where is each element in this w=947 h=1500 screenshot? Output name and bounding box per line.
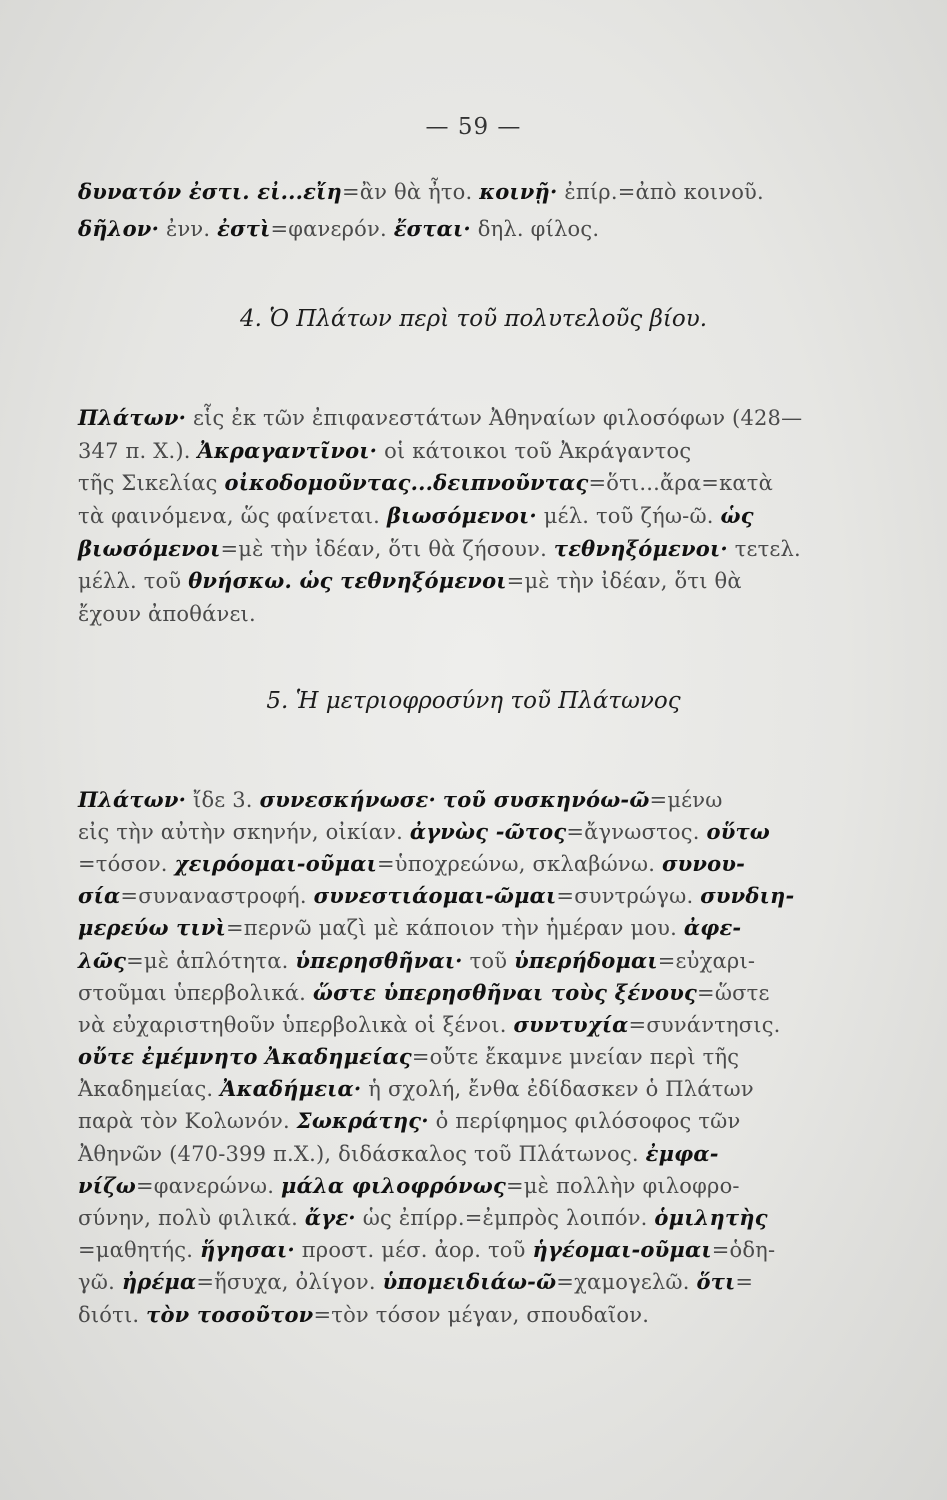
section-5-line — [78, 947, 878, 975]
headword: θνήσκω. ὡς τεθνηξόμενοι — [188, 568, 507, 593]
gloss-text: =ὥστε — [697, 981, 770, 1005]
section-5-line — [78, 1301, 878, 1329]
section-5-line — [78, 1236, 878, 1264]
gloss-text: ἐνν. — [159, 217, 218, 241]
gloss-text: τοῦ — [462, 949, 515, 973]
section-5-line — [78, 914, 878, 942]
gloss-text: =μὲ ἁπλότητα. — [126, 949, 296, 973]
headword: μερεύω τινὶ — [78, 915, 226, 940]
headword: δῆλον· — [78, 216, 160, 241]
headword: συνου- — [661, 851, 746, 876]
gloss-text: Ἀθηνῶν (470-399 π.Χ.), διδάσκαλος τοῦ Πλάτωνος. — [78, 1142, 646, 1166]
gloss-text: οἱ κάτοικοι τοῦ Ἀκράγαντος — [377, 439, 692, 463]
headword: ὅτι — [696, 1269, 736, 1294]
gloss-text: προστ. μέσ. ἀορ. τοῦ — [294, 1238, 533, 1262]
gloss-text: τῆς Σικελίας — [78, 471, 225, 495]
gloss-text: =ἄγνωστος. — [566, 820, 707, 844]
gloss-text: ἡ σχολή, ἔνθα ἐδίδασκεν ὁ Πλάτων — [361, 1077, 754, 1101]
headword: χειρόομαι-οῦμαι — [174, 851, 377, 876]
gloss-text: =ὅτι...ἄρα=κατὰ — [588, 471, 773, 495]
gloss-text: =ἥσυχα, ὀλίγον. — [196, 1270, 383, 1294]
headword: συνεστιάομαι-ῶμαι — [313, 883, 557, 908]
section-4-line — [78, 502, 878, 530]
gloss-text: ὁ περίφημος φιλόσοφος τῶν — [428, 1109, 741, 1133]
gloss-text: μέλ. τοῦ ζήω-ῶ. — [536, 504, 721, 528]
headword: ἡγέομαι-οῦμαι — [532, 1237, 712, 1262]
headword: βιωσόμενοι — [78, 536, 221, 561]
page-number: — 59 — — [425, 114, 522, 140]
headword: λῶς — [78, 948, 127, 973]
headword: μάλα φιλοφρόνως — [281, 1173, 506, 1198]
section-5-line — [78, 979, 878, 1007]
gloss-text: εἷς ἐκ τῶν ἐπιφανεστάτων Ἀθηναίων φιλοσόφων (428— — [186, 406, 803, 430]
gloss-text: τετελ. — [727, 537, 801, 561]
headword: Πλάτων· — [78, 405, 187, 430]
section-5-line — [78, 1107, 878, 1135]
section-5-title: 5. Ἡ μετριοφροσύνη τοῦ Πλάτωνος — [266, 688, 681, 714]
gloss-text: γῶ. — [78, 1270, 122, 1294]
section-5-line — [78, 818, 878, 846]
headword: ἐμφα- — [645, 1141, 719, 1166]
section-5-line — [78, 1172, 878, 1200]
intro-line — [78, 178, 878, 206]
gloss-text: σύνην, πολὺ φιλικά. — [78, 1206, 305, 1230]
gloss-text: =μένω — [649, 788, 723, 812]
headword: ὡς — [720, 503, 754, 528]
headword: ὁμιλητὴς — [654, 1205, 768, 1230]
gloss-text: ἔχουν ἀποθάνει. — [78, 602, 256, 626]
gloss-text: =χαμογελῶ. — [556, 1270, 697, 1294]
headword: οὔτε ἐμέμνητο Ἀκαδημείας — [78, 1044, 412, 1069]
headword: τοῦ συσκηνόω-ῶ — [442, 787, 650, 812]
gloss-text: =ὁδη- — [711, 1238, 776, 1262]
gloss-text: στοῦμαι ὑπερβολικά. — [78, 981, 313, 1005]
headword: οἰκοδομοῦντας...δειπνοῦντας — [224, 470, 589, 495]
headword: οὕτω — [706, 819, 771, 844]
gloss-text — [436, 788, 443, 812]
headword: Ἀκαδήμεια· — [220, 1076, 362, 1101]
section-5-line — [78, 1043, 878, 1071]
gloss-text: ὡς ἐπίρρ.=ἐμπρὸς λοιπόν. — [355, 1206, 655, 1230]
section-5-line — [78, 1140, 878, 1168]
section-5-line — [78, 786, 878, 814]
gloss-text: νὰ εὐχαριστηθοῦν ὑπερβολικὰ οἱ ξένοι. — [78, 1013, 514, 1037]
headword: κοινῇ· — [479, 179, 558, 204]
section-5-line — [78, 882, 878, 910]
gloss-text: μέλλ. τοῦ — [78, 569, 189, 593]
gloss-text: =τόσον. — [78, 852, 175, 876]
headword: ἄγε· — [304, 1205, 356, 1230]
gloss-text: =συνάντησις. — [628, 1013, 781, 1037]
gloss-text: =φανερόν. — [270, 217, 394, 241]
headword: συνδιη- — [700, 883, 795, 908]
gloss-text: =μαθητής. — [78, 1238, 200, 1262]
gloss-text: εἰς τὴν αὐτὴν σκηνήν, οἰκίαν. — [78, 820, 410, 844]
gloss-text: 347 π. Χ.). — [78, 439, 198, 463]
gloss-text: =φανερώνω. — [135, 1174, 282, 1198]
headword: ὥστε ὑπερησθῆναι τοὺς ξένους — [312, 980, 698, 1005]
headword: ἔσται· — [393, 216, 471, 241]
gloss-text: ἐπίρ.=ἀπὸ κοινοῦ. — [557, 180, 764, 204]
headword: Ἀκραγαντῖνοι· — [197, 438, 378, 463]
section-4-title: 4. Ὁ Πλάτων περὶ τοῦ πολυτελοῦς βίου. — [239, 306, 708, 332]
headword: ὑπερήδομαι — [514, 948, 658, 973]
gloss-text: =οὔτε ἔκαμνε μνείαν περὶ τῆς — [411, 1045, 740, 1069]
headword: ἠρέμα — [121, 1269, 197, 1294]
gloss-text: =μὲ τὴν ἰδέαν, ὅτι θὰ — [506, 569, 742, 593]
gloss-text: =περνῶ μαζὶ μὲ κάποιον τὴν ἡμέραν μου. — [225, 916, 684, 940]
gloss-text: =μὲ τὴν ἰδέαν, ὅτι θὰ ζήσουν. — [220, 537, 554, 561]
section-4-line — [78, 404, 878, 432]
headword: ἥγησαι· — [199, 1237, 295, 1262]
intro-line — [78, 215, 878, 243]
headword: τεθνηξόμενοι· — [553, 536, 728, 561]
gloss-text: =εὐχαρι- — [657, 949, 756, 973]
section-5-line — [78, 1011, 878, 1039]
gloss-text: διότι. — [78, 1303, 147, 1327]
headword: βιωσόμενοι· — [386, 503, 537, 528]
headword: συντυχία — [513, 1012, 629, 1037]
gloss-text: παρὰ τὸν Κολωνόν. — [78, 1109, 297, 1133]
gloss-text: ἴδε 3. — [186, 788, 260, 812]
headword: ἀγνὼς -ῶτος — [409, 819, 567, 844]
section-5-line — [78, 1075, 878, 1103]
headword: ἀφε- — [683, 915, 742, 940]
headword: συνεσκήνωσε· — [259, 787, 436, 812]
gloss-text: =συντρώγω. — [556, 884, 701, 908]
section-5-line — [78, 1268, 878, 1296]
gloss-text: =τὸν τόσον μέγαν, σπουδαῖον. — [313, 1303, 650, 1327]
gloss-text: Ἀκαδημείας. — [78, 1077, 221, 1101]
headword: ἐστὶ — [217, 216, 271, 241]
gloss-text: =μὲ πολλὴν φιλοφρο- — [505, 1174, 740, 1198]
section-4-line — [78, 437, 878, 465]
headword: ὑπομειδιάω-ῶ — [382, 1269, 557, 1294]
section-5-line — [78, 850, 878, 878]
gloss-text: τὰ φαινόμενα, ὥς φαίνεται. — [78, 504, 387, 528]
headword: τὸν τοσοῦτον — [146, 1302, 314, 1327]
headword: σία — [78, 883, 121, 908]
gloss-text: =συναναστροφή. — [120, 884, 314, 908]
headword: ὑπερησθῆναι· — [295, 948, 463, 973]
section-4-line — [78, 469, 878, 497]
section-4-line — [78, 567, 878, 595]
headword: Σωκράτης· — [296, 1108, 429, 1133]
section-4-line — [78, 600, 878, 628]
gloss-text: =ὑποχρεώνω, σκλαβώνω. — [376, 852, 662, 876]
headword: Πλάτων· — [78, 787, 187, 812]
gloss-text: δηλ. φίλος. — [470, 217, 600, 241]
gloss-text: =ἂν θὰ ἦτο. — [341, 180, 480, 204]
section-5-line — [78, 1204, 878, 1232]
headword: νίζω — [78, 1173, 136, 1198]
headword: δυνατόν ἐστι. εἰ...εἴη — [78, 179, 342, 204]
section-4-line — [78, 535, 878, 563]
gloss-text: = — [735, 1270, 754, 1294]
